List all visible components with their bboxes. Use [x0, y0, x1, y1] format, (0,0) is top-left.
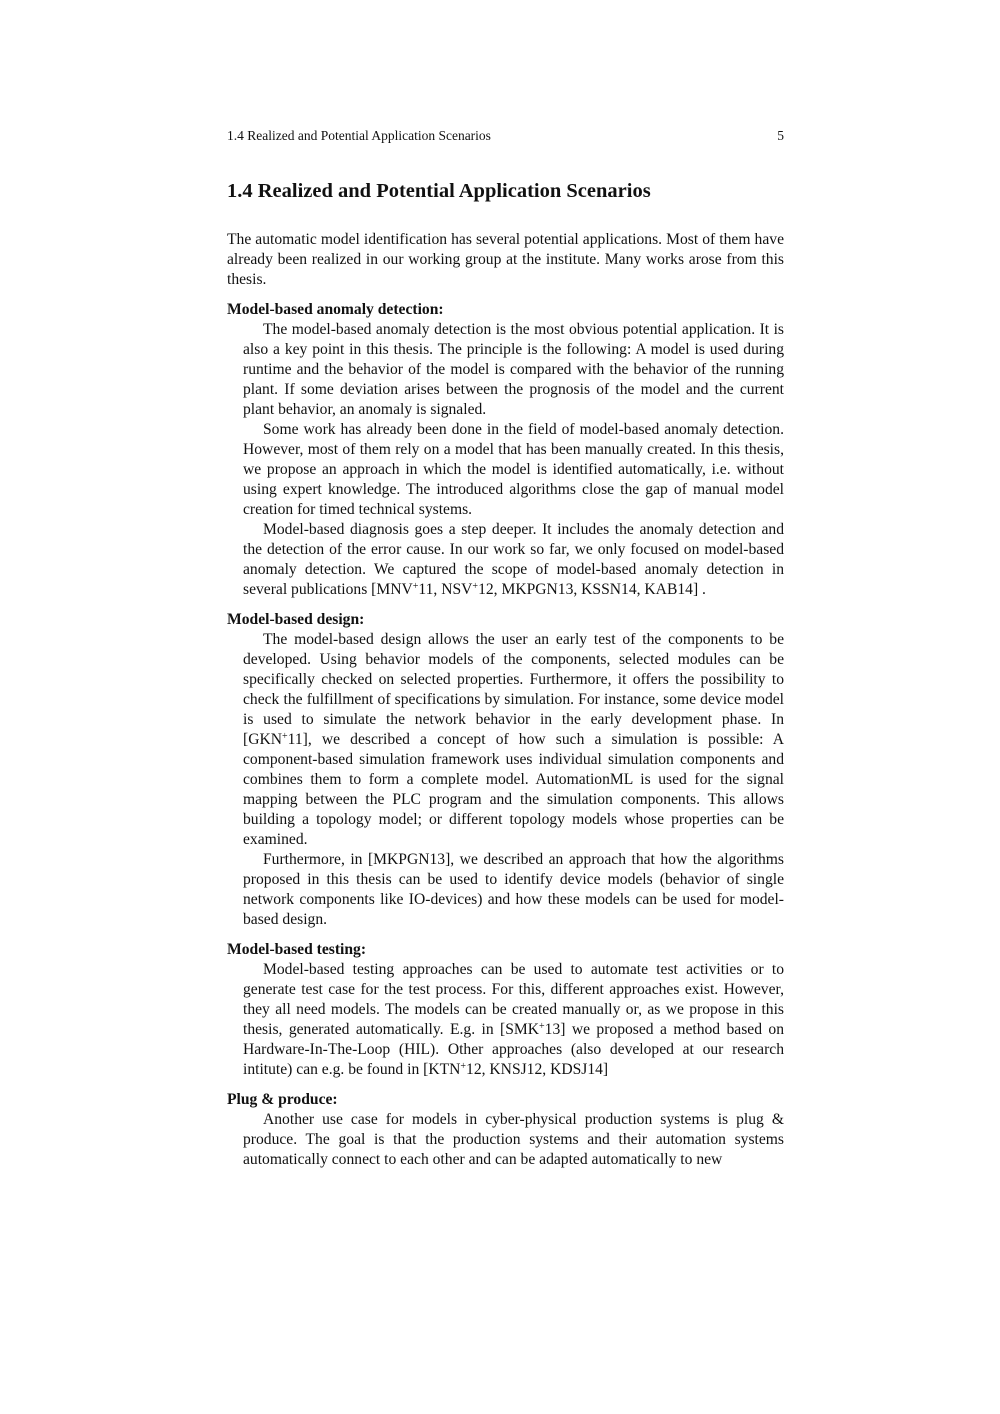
- scenario-description: [227, 960, 784, 1080]
- scenario-description: [227, 1110, 784, 1170]
- section-body: [227, 230, 784, 1180]
- scenario-item: [227, 940, 784, 1080]
- scenario-term: Model-based design:: [227, 611, 365, 628]
- scenario-term: Model-based anomaly detection:: [227, 301, 444, 318]
- scenario-list: [227, 300, 784, 1170]
- scenario-description: [227, 630, 784, 930]
- running-title: 1.4 Realized and Potential Application Scenarios: [227, 128, 491, 143]
- scenario-paragraph: Another use case for models in cyber-physical production systems is plug & produce. The goal is that the production systems and their automation systems automatically connect to each other and can be adapted automatically to new: [243, 1111, 784, 1168]
- scenario-paragraph: The model-based design allows the user an early test of the components to be developed. Using behavior models of the components, selected modules can be specifically checked on selected properties. Furthermore, it offers the possibility to check the fulfillment of specifications by simulation. For instance, some device model is used to simulate the network behavior in the early development phase. In [GKN+11], we described a concept of how such a simulation is possible: A component-based simulation framework uses individual simulation components and combines them to form a complete model. AutomationML is used for the signal mapping between the PLC program and the simulation components. This allows building a topology model; or different topology models whose properties can be examined.: [243, 631, 784, 848]
- scenario-item: [227, 1090, 784, 1170]
- scenario-paragraph: Furthermore, in [MKPGN13], we described an approach that how the algorithms proposed in this thesis can be used to identify device models (behavior of single network components like IO-devices) and how these models can be used for model-based design.: [243, 851, 784, 928]
- scenario-paragraph: Some work has already been done in the field of model-based anomaly detection. However, most of them rely on a model that has been manually created. In this thesis, we propose an approach in which the model is identified automatically, i.e. without using expert knowledge. The introduced algorithms close the gap of manual model creation for timed technical systems.: [243, 421, 784, 518]
- scenario-term: Model-based testing:: [227, 941, 367, 958]
- scenario-paragraph: Model-based diagnosis goes a step deeper. It includes the anomaly detection and the detection of the error cause. In our work so far, we only focused on model-based anomaly detection. We captured the scope of model-based anomaly detection in several publications [MNV+11, NSV+12, MKPGN13, KSSN14, KAB14] .: [243, 521, 784, 598]
- section-title: 1.4 Realized and Potential Application Scenarios: [227, 180, 651, 202]
- scenario-item: [227, 300, 784, 600]
- scenario-term: Plug & produce:: [227, 1091, 338, 1108]
- scenario-paragraph: Model-based testing approaches can be used to automate test activities or to generate test case for the test process. For this, different approaches exist. However, they all need models. The models can be created manually or, as we propose in this thesis, generated automatically. E.g. in [SMK+13] we proposed a method based on Hardware-In-The-Loop (HIL). Other approaches (also developed at our research intitute) can e.g. be found in [KTN+12, KNSJ12, KDSJ14]: [243, 961, 784, 1078]
- running-head: [227, 128, 784, 144]
- intro-paragraph: The automatic model identification has several potential applications. Most of them have already been realized in our working group at the institute. Many works arose from this thesis.: [227, 231, 784, 288]
- scenario-description: [227, 320, 784, 600]
- scenario-item: [227, 610, 784, 930]
- page-number: 5: [777, 128, 784, 143]
- scenario-paragraph: The model-based anomaly detection is the most obvious potential application. It is also a key point in this thesis. The principle is the following: A model is used during runtime and the behavior of the model is compared with the behavior of the running plant. If some deviation arises between the prognosis of the model and the current plant behavior, an anomaly is signaled.: [243, 321, 784, 418]
